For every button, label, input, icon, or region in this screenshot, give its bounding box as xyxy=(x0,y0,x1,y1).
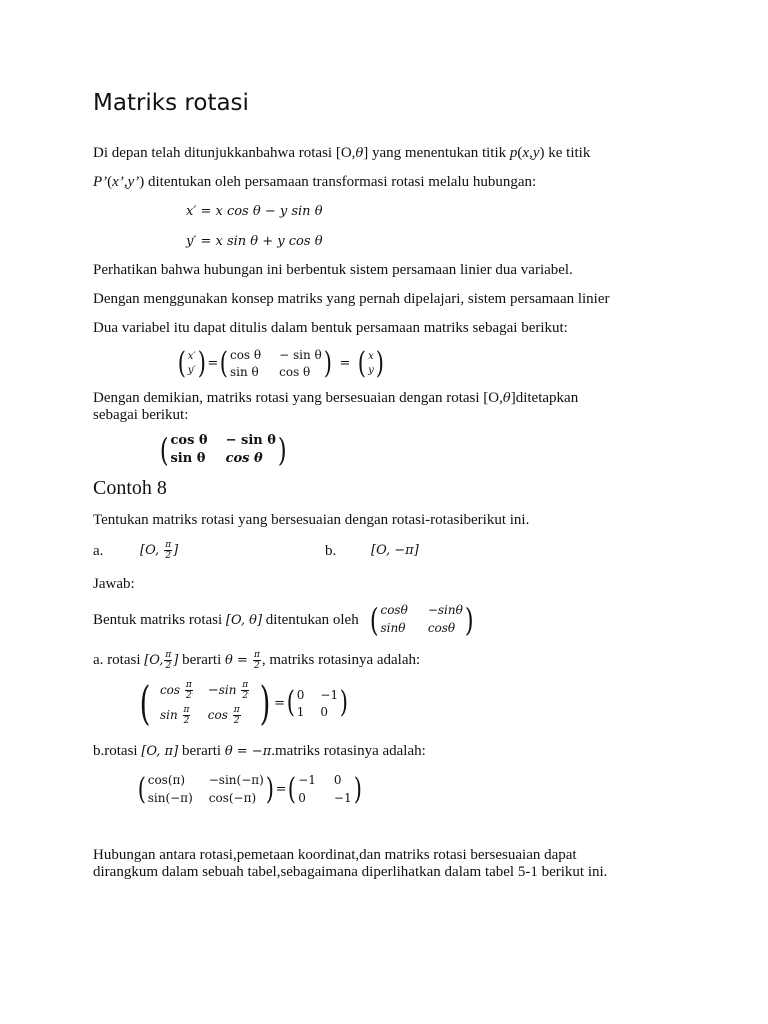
closing-paragraph-line2: dirangkum dalam sebuah tabel,sebagaimana diperlihatkan dalam tabel 5-1 berikut ini. xyxy=(93,864,608,880)
matrix-entry: 0 xyxy=(333,773,342,787)
contoh-instruction: Tentukan matriks rotasi yang bersesuaian dengan rotasi-rotasiberikut ini. xyxy=(93,512,530,528)
matrix-entry: sin(−π) xyxy=(147,791,193,805)
bentuk-matrix-grid xyxy=(380,602,462,637)
b-matrix-left xyxy=(148,772,264,807)
matrix-entry: cos $\frac{\pi}{2}$ xyxy=(159,680,192,701)
right-paren: ) xyxy=(375,345,384,381)
matrix-entry: sin $\frac{\pi}{2}$ xyxy=(159,705,190,726)
closing-paragraph-line1: Hubungan antara rotasi,pemetaan koordinat,dan matriks rotasi bersesuaian dapat xyxy=(93,847,577,863)
bentuk-matrix xyxy=(368,602,475,637)
fraction: $\frac{\pi}{2}$ xyxy=(253,650,260,671)
left-paren: ( xyxy=(288,771,297,807)
matrix-entry: −sin(−π) xyxy=(208,773,264,787)
matrix-entry: sinθ xyxy=(380,621,406,635)
matrix-entry: −1 xyxy=(333,791,352,805)
paragraph-matrix-concept: Dengan menggunakan konsep matriks yang pernah dipelajari, sistem persamaan linier xyxy=(93,291,610,307)
matrix-entry: cos θ xyxy=(279,365,311,379)
left-paren: ( xyxy=(369,600,379,639)
page-title: Matriks rotasi xyxy=(93,90,249,116)
vector-prime xyxy=(188,350,196,377)
matrix-entry: cosθ xyxy=(380,603,408,617)
paragraph-intro-line1: Di depan telah ditunjukkanbahwa rotasi [O,θ] yang menentukan titik p(x,y) ke titik xyxy=(93,145,591,161)
b-matrix-right xyxy=(298,772,351,807)
equals-sign: = xyxy=(207,356,219,371)
vector-entry: x′ xyxy=(187,351,196,362)
vector-entry: y xyxy=(368,365,374,376)
bold-rotation-matrix xyxy=(158,432,288,467)
a-matrix-right xyxy=(297,687,338,720)
paragraph-matrix-form: Dua variabel itu dapat ditulis dalam bentuk persamaan matriks sebagai berikut: xyxy=(93,320,568,336)
fraction: $\frac{\pi}{2}$ xyxy=(165,650,172,671)
bentuk-text: Bentuk matriks rotasi [O, θ] ditentukan oleh xyxy=(93,612,359,628)
right-paren: ) xyxy=(353,771,362,807)
jawab-label: Jawab: xyxy=(93,576,135,592)
matrix-entry: 1 xyxy=(296,704,305,719)
vector-xy xyxy=(368,350,374,377)
matrix-entry: cos $\frac{\pi}{2}$ xyxy=(207,705,240,726)
right-paren: ) xyxy=(277,430,287,469)
matrix-entry: 0 xyxy=(320,704,329,719)
rotation-matrix-equation xyxy=(176,347,386,380)
left-paren: ( xyxy=(139,676,151,730)
paragraph-therefore-line2: sebagai berikut: xyxy=(93,407,189,423)
matrix-entry: cos θ xyxy=(170,433,208,448)
matrix-entry: −1 xyxy=(298,773,316,787)
left-paren: ( xyxy=(177,345,186,381)
rotation-matrix xyxy=(230,347,322,380)
left-paren: ( xyxy=(358,345,367,381)
b-rotasi-text: b.rotasi [O, π] berarti θ = −π.matriks rotasinya adalah: xyxy=(93,743,426,759)
matrix-entry: cos θ xyxy=(229,348,262,362)
vector-entry: x xyxy=(368,351,374,362)
matrix-entry: sin θ xyxy=(170,451,206,466)
fraction: $\frac{\pi}{2}$ xyxy=(165,540,172,561)
right-paren: ) xyxy=(259,676,271,730)
a-rotasi-text: a. rotasi [O, $\frac{\pi}{2}$ ] berarti θ = $\frac{\pi}{2}$ , matriks rotasinya adalah: xyxy=(93,650,421,671)
equals-sign: = xyxy=(339,356,351,371)
matrix-entry: cos θ xyxy=(225,451,263,466)
paragraph-intro-line2: P’(x’,y’) ditentukan oleh persamaan transformasi rotasi melalu hubungan: xyxy=(93,174,537,190)
matrix-entry: −1 xyxy=(320,687,339,702)
left-paren: ( xyxy=(286,685,295,720)
item-a-math: [O, $\frac{\pi}{2}$ ] xyxy=(140,540,179,561)
matrix-entry: sin θ xyxy=(229,365,259,379)
matrix-entry: −sinθ xyxy=(427,603,463,617)
equals-sign: = xyxy=(275,782,287,797)
vector-entry: y′ xyxy=(187,365,196,376)
a-matrix-left xyxy=(160,680,250,726)
right-paren: ) xyxy=(265,771,274,807)
item-b-math: [O, −π] xyxy=(371,543,419,558)
matrix-entry: cosθ xyxy=(427,621,456,635)
matrix-entry: − sin θ xyxy=(225,433,276,448)
matrix-entry: cos(−π) xyxy=(208,791,257,805)
a-matrix-equation xyxy=(136,676,350,730)
left-paren: ( xyxy=(159,430,169,469)
equation-x-prime: x′ = x cos θ − y sin θ xyxy=(186,204,323,219)
equals-sign: = xyxy=(274,695,286,711)
matrix-entry: cos(π) xyxy=(147,773,186,787)
matrix-entry: −sin $\frac{\pi}{2}$ xyxy=(207,680,249,701)
contoh-heading: Contoh 8 xyxy=(93,477,167,499)
matrix-entry: 0 xyxy=(296,687,305,702)
right-paren: ) xyxy=(339,685,349,720)
right-paren: ) xyxy=(197,345,206,381)
paragraph-therefore-line1: Dengan demikian, matriks rotasi yang bersesuaian dengan rotasi [O,θ]ditetapkan xyxy=(93,390,579,406)
bold-matrix-grid xyxy=(170,432,275,467)
paragraph-linear-system: Perhatikan bahwa hubungan ini berbentuk sistem persamaan linier dua variabel. xyxy=(93,262,573,278)
equation-y-prime: y′ = x sin θ + y cos θ xyxy=(186,234,323,249)
left-paren: ( xyxy=(137,771,146,807)
matrix-entry: 0 xyxy=(298,791,306,805)
left-paren: ( xyxy=(220,345,229,381)
b-matrix-equation xyxy=(136,772,363,807)
item-a-label: a. xyxy=(93,543,104,559)
right-paren: ) xyxy=(464,600,474,639)
item-b-label: b. xyxy=(325,543,337,559)
matrix-entry: − sin θ xyxy=(279,348,322,362)
right-paren: ) xyxy=(323,345,332,381)
